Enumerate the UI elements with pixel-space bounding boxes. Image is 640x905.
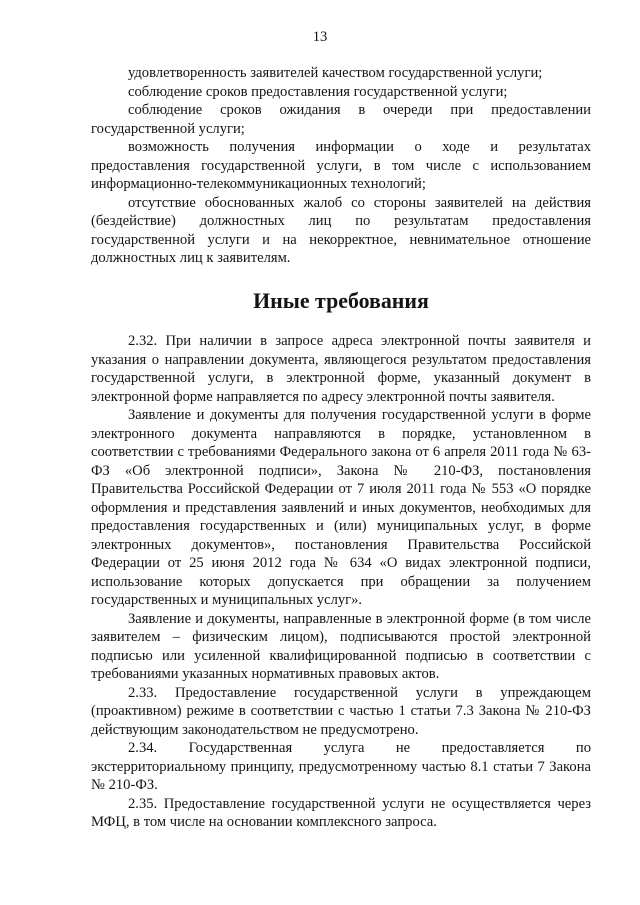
paragraph-2-32: 2.32. При наличии в запросе адреса электронной почты заявителя и указания о направлении документа, являющегося результатом предоставления государственной услуги, в электронной форме, указанный документ в электронной форме направляется по адресу электронной почты заявителя. (91, 333, 591, 405)
document-body (91, 64, 591, 832)
paragraph-signatures: Заявление и документы, направленные в электронной форме (в том числе заявителем – физическим лицом), подписываются простой электронной подписью или усиленной квалифицированной подписью в соответствии с требованиями указанных нормативных правовых актов. (91, 610, 591, 682)
criterion-no-complaints: отсутствие обоснованных жалоб со стороны заявителей на действия (бездействие) должностных лиц по результатам предоставления государственной услуги и на некорректное, невнимательное отношение должностных лиц к заявителям. (91, 194, 591, 266)
section-heading: Иные требования (253, 287, 429, 313)
paragraph-2-33: 2.33. Предоставление государственной услуги в упреждающем (проактивном) режиме в соответствии с частью 1 статьи 7.3 Закона № 210-ФЗ действующим законодательством не предусмотрено. (91, 684, 591, 738)
criterion-information: возможность получения информации о ходе и результатах предоставления государственной услуги, в том числе с использованием информационно-телекоммуникационных технологий; (91, 139, 591, 192)
paragraph-2-34: 2.34. Государственная услуга не предоставляется по экстерриториальному принципу, предусмотренному частью 8.1 статьи 7 Закона № 210-ФЗ. (91, 740, 591, 793)
paragraph-electronic-documents: Заявление и документы для получения государственной услуги в форме электронного документа направляются в порядке, установленном в соответствии с требованиями Федерального закона от 6 апреля 2011 года № 63-ФЗ «Об электронной подписи», Закона № 210-ФЗ, постановления Правительства Российской Федерации от 7 июля 2011 года № 553 «О порядке оформления и представления заявлений и иных документов, необходимых для предоставления государственных и (или) муниципальных услуг, в форме электронных документов», постановления Правительства Российской Федерации от 25 июня 2012 года № 634 «О видах электронной подписи, использование которых допускается при обращении за получением государственных и муниципальных услуг». (91, 407, 591, 608)
page-number: 13 (312, 29, 328, 45)
criterion-deadlines: соблюдение сроков предоставления государственной услуги; (128, 83, 508, 100)
criterion-queue-wait: соблюдение сроков ожидания в очереди при предоставлении государственной услуги; (91, 102, 591, 137)
criterion-satisfaction: удовлетворенность заявителей качеством государственной услуги; (128, 65, 543, 81)
paragraph-2-35: 2.35. Предоставление государственной услуги не осуществляется через МФЦ, в том числе на основании комплексного запроса. (91, 795, 591, 830)
